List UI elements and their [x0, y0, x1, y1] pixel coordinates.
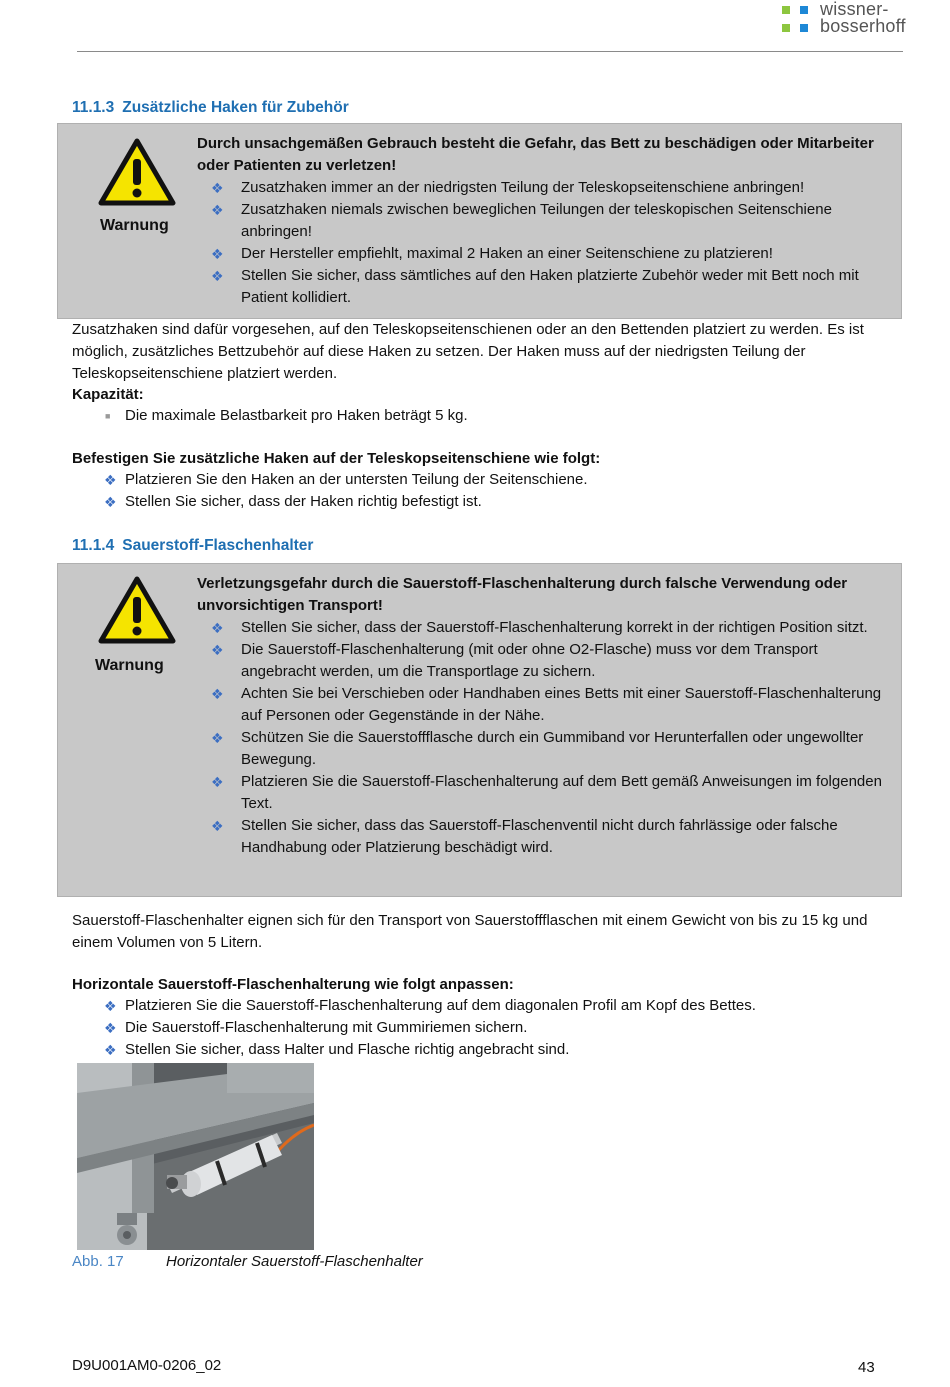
warning-list: [197, 617, 883, 859]
figure-number: Abb. 17: [72, 1253, 124, 1270]
warning-title: Durch unsachgemäßen Gebrauch besteht die Gefahr, das Bett zu beschädigen oder Mitarbeiter oder Patienten zu verletzen!: [197, 135, 874, 174]
warning-box-hooks: [57, 123, 902, 319]
diamond-bullet-icon: ❖: [211, 246, 224, 262]
diamond-bullet-icon: ❖: [104, 494, 117, 510]
diamond-bullet-icon: ❖: [104, 1042, 117, 1058]
logo-text-line1: wissner-: [820, 0, 889, 19]
capacity-list: [72, 405, 892, 427]
list-item: ❖ Platzieren Sie den Haken an der untersten Teilung der Seitenschiene.: [72, 469, 892, 491]
warning-item: ❖ Stellen Sie sicher, dass sämtliches auf den Haken platzierte Zubehör weder mit Bett noch mit Patient kollidiert.: [211, 267, 859, 306]
warning-title: Verletzungsgefahr durch die Sauerstoff-Flaschenhalterung durch falsche Verwendung oder unvorsichtigen Transport!: [197, 575, 848, 614]
warning-item: ❖ Schützen Sie die Sauerstoffflasche durch ein Gummiband vor Herunterfallen oder ungewollter Bewegung.: [211, 729, 864, 768]
section-title: Zusätzliche Haken für Zubehör: [122, 99, 349, 116]
fasten-list: [72, 469, 892, 513]
body-paragraph-hooks: Zusatzhaken sind dafür vorgesehen, auf den Teleskopseitenschienen oder an den Bettenden platziert zu werden. Es ist möglich, zusätzliches Bettzubehör auf diese Haken zu setzen. Der Haken muss auf der niedrigsten Teilung der Teleskopseitenschiene platziert werden.: [72, 321, 864, 382]
adjust-heading: Horizontale Sauerstoff-Flaschenhalterung wie folgt anpassen:: [72, 976, 514, 993]
section-title: Sauerstoff-Flaschenhalter: [122, 537, 314, 554]
diamond-bullet-icon: ❖: [104, 998, 117, 1014]
warning-list: [197, 177, 883, 309]
diamond-bullet-icon: ❖: [211, 642, 224, 658]
warning-item: ❖ Die Sauerstoff-Flaschenhalterung (mit oder ohne O2-Flasche) muss vor dem Transport angebracht werden, um die Transportlage zu sichern.: [211, 641, 818, 680]
warning-item: ❖ Der Hersteller empfiehlt, maximal 2 Haken an einer Seitenschiene zu platzieren!: [197, 243, 883, 265]
list-item: ❖ Stellen Sie sicher, dass Halter und Flasche richtig angebracht sind.: [72, 1039, 892, 1061]
warning-triangle-icon: [97, 575, 177, 645]
diamond-bullet-icon: ❖: [211, 202, 224, 218]
diamond-bullet-icon: ❖: [211, 818, 224, 834]
warning-triangle-icon: [97, 137, 177, 207]
oxygen-holder-photo-illustration: [77, 1063, 314, 1250]
logo-square-blue-1: [800, 6, 808, 14]
diamond-bullet-icon: ❖: [211, 180, 224, 196]
document-id: D9U001AM0-0206_02: [72, 1357, 222, 1374]
logo-square-green-1: [782, 6, 790, 14]
diamond-bullet-icon: ❖: [211, 730, 224, 746]
company-logo: [782, 0, 912, 40]
section-heading-oxygen: [72, 535, 313, 557]
warning-label: Warnung: [100, 217, 169, 234]
list-item: ❖ Die Sauerstoff-Flaschenhalterung mit Gummiriemen sichern.: [72, 1017, 892, 1039]
diamond-bullet-icon: ❖: [104, 472, 117, 488]
diamond-bullet-icon: ❖: [211, 620, 224, 636]
diamond-bullet-icon: ❖: [211, 774, 224, 790]
list-item: ❖ Platzieren Sie die Sauerstoff-Flaschenhalterung auf dem diagonalen Profil am Kopf des Bettes.: [72, 995, 892, 1017]
body-paragraph-oxygen: Sauerstoff-Flaschenhalter eignen sich für den Transport von Sauerstoffflaschen mit einem Gewicht von bis zu 15 kg und einem Volumen von 5 Litern.: [72, 912, 868, 951]
section-number: 11.1.4: [72, 537, 115, 554]
section-number: 11.1.3: [72, 99, 115, 116]
oxygen-holder-photo: [77, 1063, 314, 1250]
warning-item: ❖ Platzieren Sie die Sauerstoff-Flaschenhalterung auf dem Bett gemäß Anweisungen im folgenden Text.: [211, 773, 882, 812]
diamond-bullet-icon: ❖: [211, 268, 224, 284]
warning-item: ❖ Stellen Sie sicher, dass der Sauerstoff-Flaschenhalterung korrekt in der richtigen Position sitzt.: [197, 617, 883, 639]
list-item: ❖ Stellen Sie sicher, dass der Haken richtig befestigt ist.: [72, 491, 892, 513]
section-heading-hooks: [72, 97, 349, 119]
page-number: 43: [858, 1359, 875, 1376]
warning-item: ❖ Zusatzhaken niemals zwischen beweglichen Teilungen der teleskopischen Seitenschiene anbringen!: [211, 201, 832, 240]
adjust-list: [72, 995, 892, 1061]
logo-square-blue-2: [800, 24, 808, 32]
warning-box-oxygen: [57, 563, 902, 897]
logo-square-green-2: [782, 24, 790, 32]
warning-label: Warnung: [95, 657, 164, 674]
square-bullet-icon: ■: [105, 411, 111, 421]
warning-content: [197, 573, 883, 859]
diamond-bullet-icon: ❖: [211, 686, 224, 702]
capacity-label: Kapazität:: [72, 386, 144, 403]
fasten-heading: Befestigen Sie zusätzliche Haken auf der Teleskopseitenschiene wie folgt:: [72, 450, 601, 467]
warning-item: ❖ Stellen Sie sicher, dass das Sauerstoff-Flaschenventil nicht durch fahrlässige oder falsche Handhabung oder Platzierung beschädigt wird.: [211, 817, 838, 856]
figure-caption: Horizontaler Sauerstoff-Flaschenhalter: [166, 1253, 423, 1270]
logo-text-line2: bosserhoff: [820, 16, 906, 36]
warning-item: ❖ Achten Sie bei Verschieben oder Handhaben eines Betts mit einer Sauerstoff-Flaschenhalterung auf Personen oder Gegenstände in der Nähe.: [211, 685, 882, 724]
warning-item: ❖ Zusatzhaken immer an der niedrigsten Teilung der Teleskopseitenschiene anbringen!: [197, 177, 883, 199]
warning-content: [197, 133, 883, 309]
header-rule: [77, 51, 903, 52]
list-item: ■ Die maximale Belastbarkeit pro Haken beträgt 5 kg.: [72, 405, 892, 427]
diamond-bullet-icon: ❖: [104, 1020, 117, 1036]
